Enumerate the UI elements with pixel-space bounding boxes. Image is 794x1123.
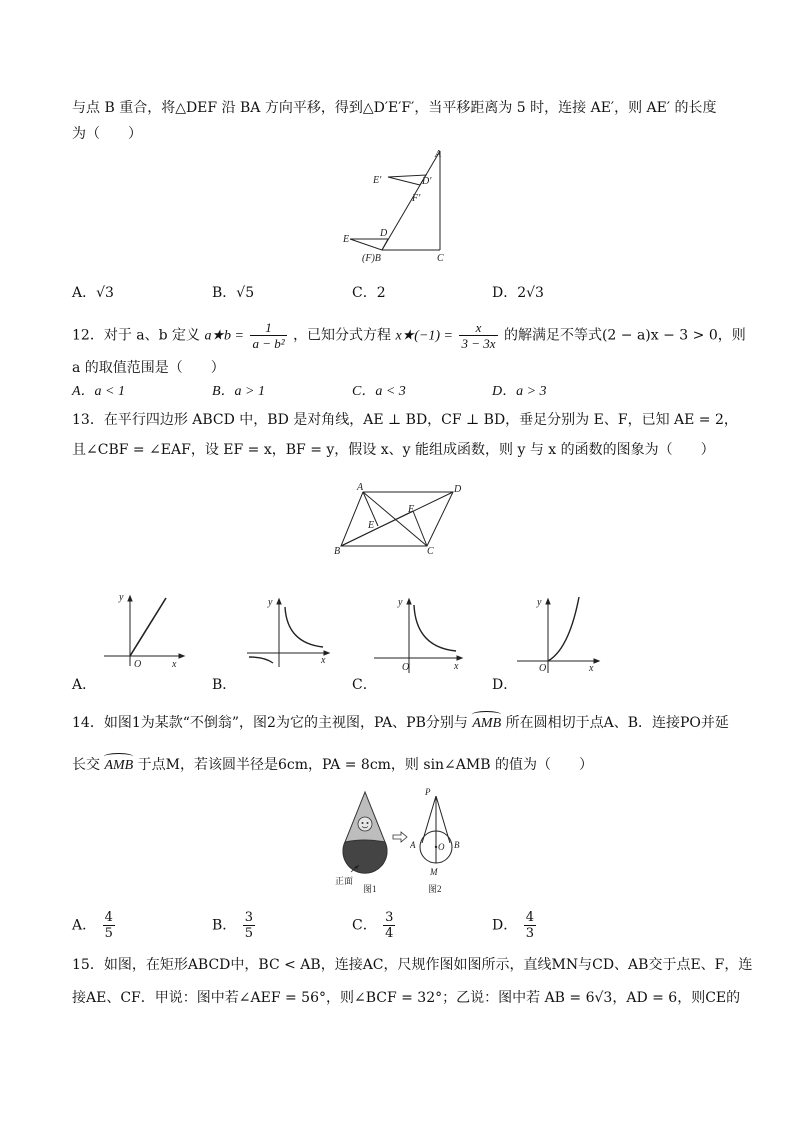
q15-text-line2: 接AE、CF．甲说：图中若∠AEF = 56°，则∠BCF = 32°；乙说：图中若 AB = 6√3，AD = 6，则CE的 — [72, 990, 741, 1006]
q14-option-a-fraction — [103, 910, 115, 941]
q11-option-d: D．2√3 — [492, 285, 544, 301]
q13-option-c: C． — [352, 677, 377, 693]
q13-graph-a-x-label: x — [172, 659, 177, 670]
q12-frac1-den: a − b² — [252, 336, 285, 351]
q11-label-c: C — [437, 253, 444, 264]
q13-graph-b-y-label: y — [268, 597, 273, 608]
q11-label-e-prime: E′ — [373, 175, 382, 186]
q11-label-d-prime: D′ — [422, 176, 432, 187]
q12-text-line1 — [72, 320, 746, 351]
q13-label-c: C — [427, 546, 434, 557]
q14-option-b — [212, 910, 257, 941]
q15-text-line1: 15．如图，在矩形ABCD中，BC < AB，连接AC，尺规作图如图所示，直线MN与CD、AB交于点E、F，连 — [72, 957, 753, 973]
q14-fig2-label-o: O — [438, 842, 445, 852]
q14-option-c-num: 3 — [385, 910, 394, 925]
q11-label-d: D — [380, 228, 388, 239]
q14-option-a-letter: A． — [72, 917, 97, 934]
q12-suffix: 的解满足不等式(2 − a)x − 3 > 0，则 — [503, 327, 746, 344]
q13-graph-b — [245, 595, 335, 670]
q13-option-a: A． — [72, 677, 97, 693]
q11-figure — [330, 145, 460, 265]
q13-graph-c-y-label: y — [398, 597, 403, 608]
q11-label-e: E — [343, 234, 350, 245]
q14-option-c-letter: C． — [352, 917, 377, 934]
q14-arc-2: AMB — [104, 756, 133, 776]
q12-fraction-1 — [250, 320, 286, 351]
q11-option-a: A．√3 — [72, 285, 114, 301]
q13-option-b: B． — [212, 677, 237, 693]
q12-frac2-num: x — [459, 320, 497, 336]
q14-option-d-fraction — [524, 910, 536, 941]
q14-option-d-den: 3 — [525, 926, 534, 941]
q14-text-line1 — [72, 713, 729, 734]
q12-option-d: D．a > 3 — [492, 384, 547, 399]
q14-option-a-den: 5 — [104, 926, 113, 941]
q11-text-line1: 与点 B 重合，将△DEF 沿 BA 方向平移，得到△D′E′F′，当平移距离为 5 时，连接 AE′，则 AE′ 的长度 — [72, 100, 717, 116]
q11-text-line2: 为（ ） — [72, 126, 142, 142]
q12-eq: x★(−1) = — [395, 328, 453, 344]
q12-frac1-num: 1 — [250, 320, 286, 336]
q13-graph-c — [372, 595, 467, 675]
q13-graph-c-origin: O — [402, 662, 410, 673]
q14-fig1-front-label: 正面 — [335, 876, 354, 886]
q13-graph-a — [100, 590, 190, 670]
q12-text-line2: a 的取值范围是（ ） — [72, 360, 225, 376]
q11-label-fb: (F)B — [362, 253, 381, 264]
q11-label-f-prime: F′ — [412, 193, 421, 204]
q14-fig2-label-m: M — [430, 867, 438, 877]
q14-line2b: 于点M，若该圆半径是6cm，PA = 8cm，则 sin∠AMB 的值为（ ） — [137, 757, 593, 773]
q14-option-d — [492, 910, 538, 941]
q13-label-b: B — [334, 546, 341, 557]
q14-option-c — [352, 910, 397, 941]
q14-fig2-label-p: P — [425, 788, 431, 797]
q14-fig2-label-a: A — [410, 840, 416, 850]
q14-option-b-num: 3 — [244, 910, 254, 925]
q13-text-line1: 13．在平行四边形 ABCD 中，BD 是对角线，AE ⊥ BD，CF ⊥ BD，垂足分别为 E、F，已知 AE = 2， — [72, 412, 738, 428]
q12-option-b: B．a > 1 — [212, 384, 265, 399]
q12-prefix: 12．对于 a、b 定义 — [72, 327, 201, 344]
q13-parallelogram-figure — [330, 480, 470, 560]
q12-mid: ，已知分式方程 — [293, 327, 392, 344]
q12-option-c: C．a < 3 — [352, 384, 406, 399]
q14-option-d-num: 4 — [525, 910, 534, 925]
q14-fig2-label-b: B — [454, 840, 460, 850]
q14-option-b-fraction — [243, 910, 255, 941]
q13-option-d: D． — [492, 677, 518, 693]
q14-option-c-fraction — [383, 910, 395, 941]
q14-text-line2 — [72, 755, 593, 776]
q14-line1a: 14．如图1为某款“不倒翁”，图2为它的主视图，PA、PB分别与 — [72, 715, 468, 731]
q14-fig2-caption: 图2 — [428, 884, 442, 894]
q13-label-f: F — [408, 504, 415, 515]
q13-graph-d-origin: O — [539, 663, 547, 674]
q14-line1b: 所在圆相切于点A、B．连接PO并延 — [505, 715, 729, 731]
q12-fraction-2 — [459, 320, 497, 351]
q13-label-d: D — [454, 484, 462, 495]
q13-graph-d — [515, 595, 605, 675]
q14-option-a — [72, 910, 117, 941]
q11-label-a: A — [435, 149, 442, 160]
q13-graph-d-y-label: y — [537, 597, 542, 608]
q14-fig1-caption: 图1 — [363, 884, 377, 894]
q14-option-b-letter: B． — [212, 917, 237, 934]
q12-def: a★b = — [204, 328, 244, 344]
q13-graph-d-x-label: x — [589, 663, 594, 674]
q12-option-a: A．a < 1 — [72, 384, 125, 399]
q14-option-d-letter: D． — [492, 917, 518, 934]
q14-option-c-den: 4 — [385, 926, 394, 941]
q11-option-b: B．√5 — [212, 285, 255, 301]
q13-text-line2: 且∠CBF = ∠EAF，设 EF = x，BF = y，假设 x、y 能组成函数，则 y 与 x 的函数的图象为（ ） — [72, 442, 715, 458]
q13-graph-a-origin: O — [134, 659, 142, 670]
q14-option-a-num: 4 — [104, 910, 113, 925]
q14-arc-1: AMB — [472, 714, 501, 734]
q13-graph-b-x-label: x — [321, 655, 326, 666]
q13-graph-a-y-label: y — [119, 592, 124, 603]
q13-graph-c-x-label: x — [454, 661, 459, 672]
q14-option-b-den: 5 — [244, 926, 254, 941]
q13-label-e: E — [368, 520, 375, 531]
q11-option-c: C．2 — [352, 285, 386, 301]
q13-label-a: A — [357, 482, 364, 493]
q14-figure-2 — [410, 788, 480, 898]
q12-frac2-den: 3 − 3x — [461, 336, 496, 351]
q14-line2a: 长交 — [72, 757, 100, 773]
